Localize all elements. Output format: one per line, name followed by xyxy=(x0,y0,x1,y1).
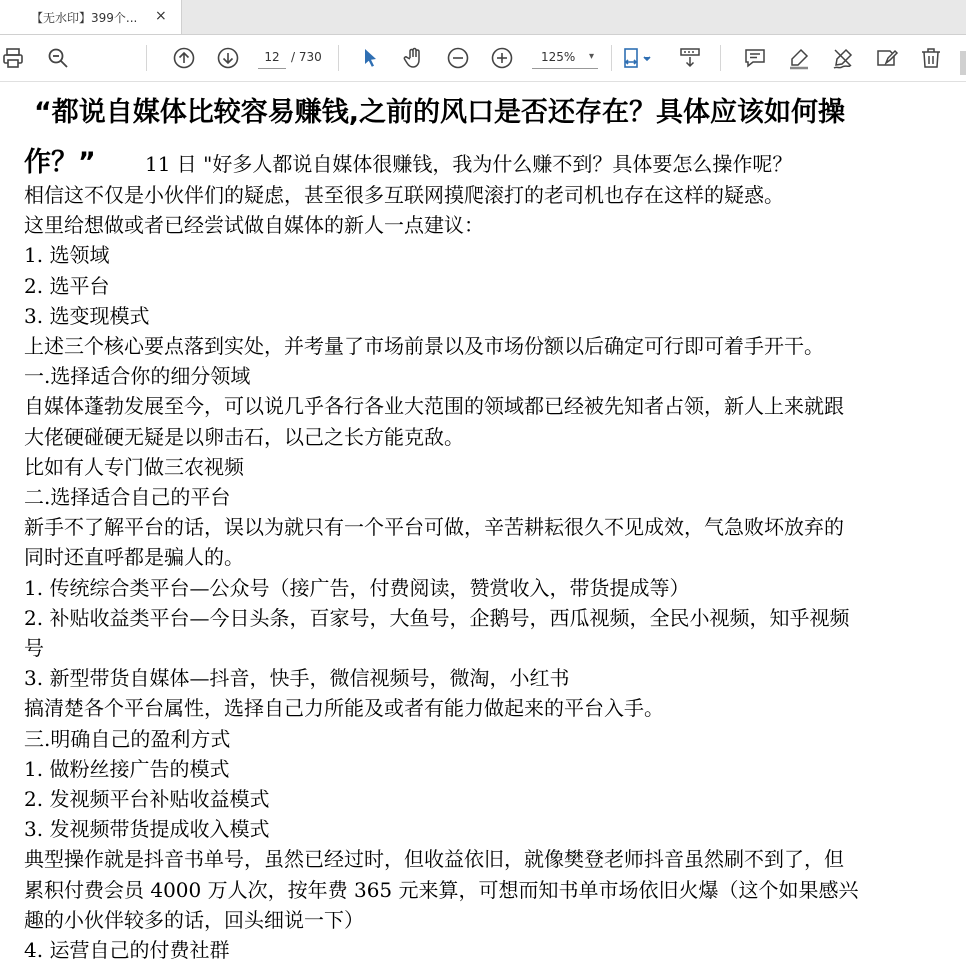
comment-icon[interactable] xyxy=(742,45,768,71)
print-icon[interactable] xyxy=(0,45,26,71)
body-line: 同时还直呼都是骗人的。 xyxy=(24,545,244,570)
body-line: 三.明确自己的盈利方式 xyxy=(24,726,231,751)
minus-circle-icon[interactable] xyxy=(445,45,471,71)
body-line: 2. 补贴收益类平台—今日头条，百家号，大鱼号，企鹅号，西瓜视频，全民小视频，知乎视频 xyxy=(24,605,850,630)
document-tab[interactable] xyxy=(0,0,182,34)
body-line: 大佬硬碰硬无疑是以卵击石，以己之长方能克敌。 xyxy=(24,424,464,449)
tab-bar xyxy=(0,0,966,35)
tab-title: 【无水印】399个... xyxy=(31,11,138,25)
search-icon[interactable] xyxy=(45,45,71,71)
toolbar xyxy=(0,35,966,82)
intro-paragraph: 11 日 "好多人都说自媒体很赚钱，我为什么赚不到？具体要怎么操作呢？ xyxy=(145,152,793,176)
body-line: 3. 选变现模式 xyxy=(24,303,150,328)
trash-icon[interactable] xyxy=(918,45,944,71)
body-line: 1. 传统综合类平台—公众号（接广告，付费阅读，赞赏收入，带货提成等） xyxy=(24,575,690,600)
chevron-down-icon: ▾ xyxy=(588,51,594,62)
body-line: 2. 选平台 xyxy=(24,273,110,298)
separator xyxy=(611,45,612,71)
body-line: 这里给想做或者已经尝试做自媒体的新人一点建议： xyxy=(24,213,484,238)
body-line: 新手不了解平台的话，误以为就只有一个平台可做，辛苦耕耘很久不见成效，气急败坏放弃的 xyxy=(24,515,844,540)
body-line: 上述三个核心要点落到实处，并考量了市场前景以及市场份额以后确定可行即可着手开干。 xyxy=(24,334,824,358)
body-line: 1. 选领域 xyxy=(24,243,110,268)
body-line: 4. 运营自己的付费社群 xyxy=(24,938,230,962)
fit-page-icon[interactable] xyxy=(620,45,656,71)
body-line: 搞清楚各个平台属性，选择自己力所能及或者有能力做起来的平台入手。 xyxy=(24,696,664,721)
zoom-select[interactable] xyxy=(532,46,598,69)
document-title-line1: “都说自媒体比较容易赚钱,之前的风口是否还存在？具体应该如何操 xyxy=(34,97,846,128)
hand-icon[interactable] xyxy=(401,45,427,71)
body-line: 号 xyxy=(24,636,44,660)
body-line: 二.选择适合自己的平台 xyxy=(24,485,231,509)
body-line: 自媒体蓬勃发展至今，可以说几乎各行各业大范围的领域都已经被先知者占领，新人上来就跟 xyxy=(24,394,844,419)
plus-circle-icon[interactable] xyxy=(489,45,515,71)
separator xyxy=(720,45,721,71)
cursor-arrow-icon[interactable] xyxy=(357,45,383,71)
separator xyxy=(338,45,339,71)
separator xyxy=(146,45,147,71)
page-number-input[interactable]: 12 xyxy=(258,46,286,69)
body-line: 比如有人专门做三农视频 xyxy=(24,454,244,479)
body-line: 累积付费会员 4000 万人次，按年费 365 元来算，可想而知书单市场依旧火爆（这个如果感兴 xyxy=(24,877,859,902)
highlighter-icon[interactable] xyxy=(786,45,812,71)
arrow-down-circle-icon[interactable] xyxy=(215,45,241,71)
edit-text-icon[interactable] xyxy=(874,45,900,71)
body-line: 相信这不仅是小伙伴们的疑虑，甚至很多互联网摸爬滚打的老司机也存在这样的疑惑。 xyxy=(24,183,784,207)
scroll-mode-icon[interactable] xyxy=(677,45,703,71)
toolbar-more-handle[interactable] xyxy=(960,51,966,75)
document-title-line2: 作？” xyxy=(24,147,96,178)
document-page xyxy=(0,82,966,962)
arrow-up-circle-icon[interactable] xyxy=(171,45,197,71)
zoom-value: 125% xyxy=(541,50,576,64)
body-line: 一.选择适合你的细分领域 xyxy=(24,364,251,389)
close-icon[interactable]: × xyxy=(155,8,167,24)
body-line: 2. 发视频平台补贴收益模式 xyxy=(24,787,270,811)
body-line: 趣的小伙伴较多的话，回头细说一下） xyxy=(24,907,364,932)
body-line: 1. 做粉丝接广告的模式 xyxy=(24,756,230,781)
pen-sign-icon[interactable] xyxy=(830,45,856,71)
page-total: / 730 xyxy=(291,50,322,64)
body-line: 3. 发视频带货提成收入模式 xyxy=(24,817,270,842)
body-line: 3. 新型带货自媒体—抖音，快手，微信视频号，微淘，小红书 xyxy=(24,666,570,691)
body-line: 典型操作就是抖音书单号，虽然已经过时，但收益依旧，就像樊登老师抖音虽然刷不到了，但 xyxy=(24,847,844,872)
